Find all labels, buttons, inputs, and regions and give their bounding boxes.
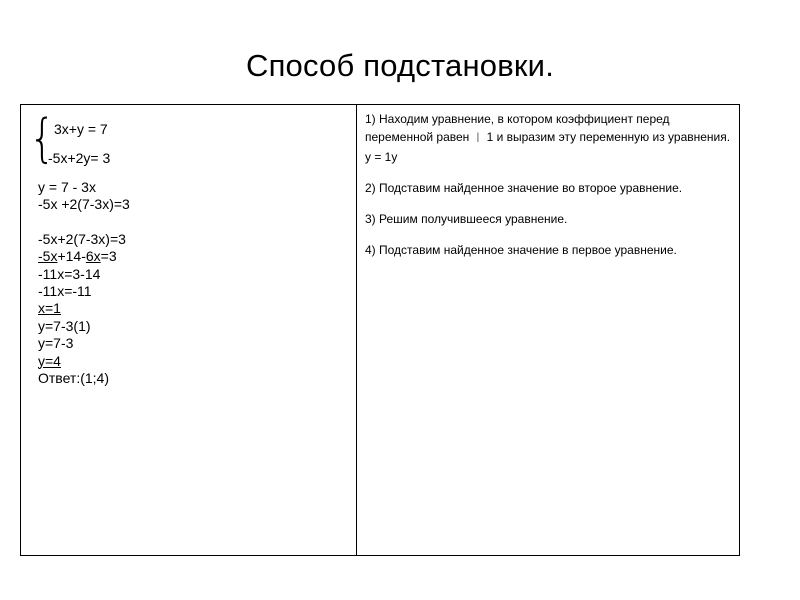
solution-step-part: Ответ:(1;4) <box>38 369 109 386</box>
slide-title: Способ подстановки. <box>245 48 555 83</box>
solution-step <box>38 353 130 370</box>
solution-step <box>38 266 130 283</box>
solution-step <box>38 248 130 265</box>
solution-step-part: y=7-3(1) <box>38 317 91 334</box>
system-brace-icon: { <box>29 109 56 169</box>
solution-step <box>38 370 130 387</box>
system-equation-1: 3x+y = 7 <box>54 121 108 137</box>
system-equation-2: -5x+2y= 3 <box>48 150 111 166</box>
solution-step <box>38 196 130 213</box>
explanation-step-4: 4) Подставим найденное значение в первое уравнение. <box>365 243 677 258</box>
solution-step-part: x=1 <box>38 300 61 317</box>
explanation-step-3: 3) Решим получившееся уравнение. <box>365 212 568 227</box>
solution-step-part: -11x=-11 <box>38 282 92 299</box>
solution-step <box>38 318 130 335</box>
left-column-work <box>21 105 356 555</box>
solution-step <box>38 335 130 352</box>
solution-step-part: 6x <box>85 248 101 265</box>
text-cursor-icon: | <box>476 132 480 144</box>
explanation-step-1-text-a: 1) Находим уравнение, в котором коэффициент перед переменной равен <box>365 112 670 145</box>
right-column-explanations <box>357 105 739 555</box>
solution-step-part: y = 7 - 3x <box>38 179 96 195</box>
solution-table <box>20 104 740 556</box>
explanation-step-2: 2) Подставим найденное значение во второе уравнение. <box>365 180 683 195</box>
solution-step <box>38 283 130 300</box>
solution-step-part: -5x <box>38 248 58 265</box>
solution-step-part: y=4 <box>38 352 61 369</box>
explanation-step-1-formula: y = 1y <box>365 149 398 164</box>
solution-step <box>38 300 130 317</box>
explanation-step-1-text-b: 1 и выразим эту переменную из уравнения. <box>483 130 731 145</box>
solution-step-part: +14- <box>57 248 86 265</box>
solution-step-part: y=7-3 <box>38 335 74 352</box>
solution-step-part: -5x +2(7-3x)=3 <box>38 196 130 213</box>
solution-step <box>38 231 130 248</box>
solution-step-part: =3 <box>100 248 117 265</box>
explanation-step-1 <box>365 110 733 148</box>
solution-step-part: -11x=3-14 <box>38 265 101 282</box>
solution-step-part: -5x+2(7-3x)=3 <box>38 230 126 247</box>
solution-step <box>38 179 130 196</box>
solution-steps <box>38 179 130 387</box>
